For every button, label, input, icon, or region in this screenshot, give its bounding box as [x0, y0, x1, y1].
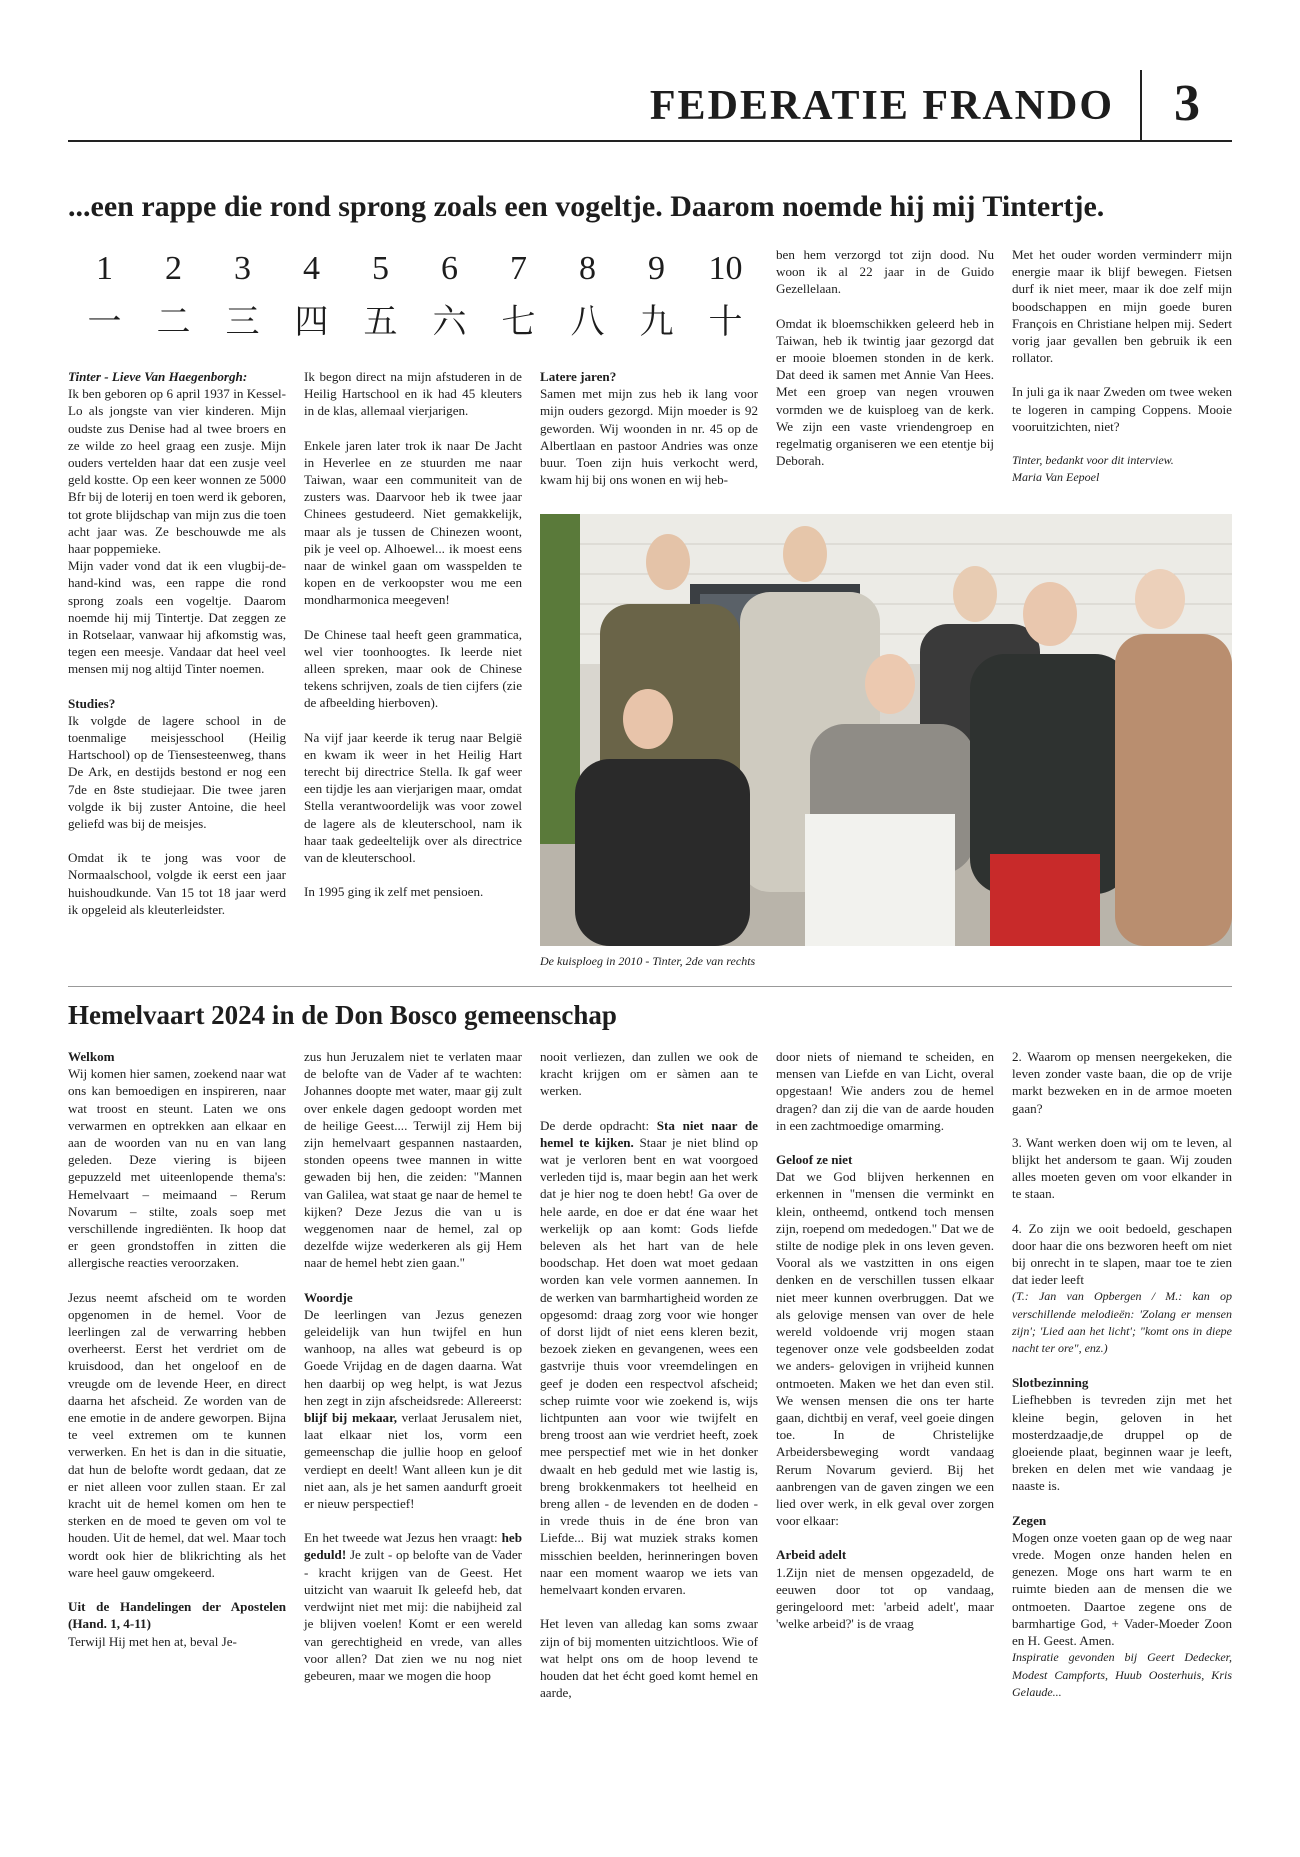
paragraph: Met het ouder worden verminderт mijn energie maar ik blijf bewegen. Fietsen durf ik niet meer, maar ik doe zelf mijn boodschappen en mijn goede buren François en Christiane helpen mij. Sedert vorig jaar gevallen ben gebruik ik een rollator. — [1012, 247, 1232, 366]
subheading: Geloof ze niet — [776, 1152, 853, 1168]
paragraph: Ik volgde de lagere school in de toenmalige meisjesschool (Heilig Hartschool) op de Tiensesteenweg, thans De Ark, en destijds bestond er nog een 7de en 8ste studiejaar. Die twee jaren volgde ik bij zuster Antoine, die heel geliefd was bij de meisjes. — [68, 712, 286, 832]
text-run: De leerlingen van Jezus genezen geleidelijk van hun twijfel en hun wanhoop, na alles wat gebeurd is op Goede Vrijdag en de dagen daarna. Wat hen daarbij op weg helpt, is wat Jezus hen zegt in zijn afscheidsrede: Allereerst: — [304, 1306, 522, 1408]
group-photo — [540, 514, 1232, 946]
article2-column-1 — [68, 1048, 286, 1667]
article1-column-2 — [304, 368, 522, 917]
paragraph: Terwijl Hij met hen at, beval Je- — [68, 1633, 237, 1649]
article2-column-5 — [1012, 1048, 1232, 1701]
paragraph: Liefhebben is tevreden zijn met het kleine begin, geloven in het mosterdzaadje,de druppel op de gloeiende plaat, beginnen waar je leeft, breken en delen met wie vandaag je naaste is. — [1012, 1392, 1232, 1494]
subheading: Woordje — [304, 1289, 353, 1305]
paragraph: In juli ga ik naar Zweden om twee weken te logeren in camping Coppens. Mooie vooruitzichten, niet? — [1012, 384, 1232, 434]
subheading: Studies? — [68, 695, 116, 711]
paragraph — [304, 1306, 522, 1512]
chinese-number: 十 — [708, 302, 743, 342]
emphasis: Sta niet naar de hemel te kijken. — [540, 1117, 758, 1150]
chinese-number: 九 — [639, 302, 674, 342]
arabic-number: 7 — [510, 250, 527, 287]
article-headline: ...een rappe die rond sprong zoals een vogeltje. Daarom noemde hij mij Tintertje. — [68, 190, 1105, 223]
paragraph: Ik ben geboren op 6 april 1937 in Kessel-Lo als jongste van vier kinderen. Mijn oudste zus Denise had al twee broers en ze wilde zo heel graag een zusje. Mijn ouders vertelden haar dat een zusje veel geld kostte. Op een keer wonnen ze 5000 Bfr bij de loterij en toen werd ik geboren, tot grote blijdschap van mijn zus die toen acht jaar was. Ze beschouwde me als haar poppemiekе. — [68, 386, 286, 557]
paragraph: Omdat ik te jong was voor de Normaalschool, volgde ik eerst een jaar huishoudkunde. Van 15 tot 18 jaar werd ik opgeleid als kleuterleidster. — [68, 850, 286, 917]
paragraph: Na vijf jaar keerde ik terug naar België en kwam ik weer in het Heilig Hart terecht bij directrice Stella. Ik gaf weer een tijdje les aan vierjarigen maar, omdat Stella verantwoordelijk was voor zowel de lagere als de kleuterschool, nam ik haar taak gedeeltelijk over als directrice van de kleuterschool. — [304, 729, 522, 866]
subheading: Uit de Handelingen der Apostelen (Hand. 1, 4-11) — [68, 1599, 286, 1632]
arabic-number: 4 — [303, 250, 320, 287]
paragraph: Ik begon direct na mijn afstuderen in de Heilig Hartschool en ik had 45 kleuters in de klas, allemaal vierjarigen. — [304, 369, 522, 419]
article2-column-2 — [304, 1048, 522, 1701]
emphasis: heb geduld! — [304, 1530, 522, 1563]
paragraph: Jezus neemt afscheid om te worden opgenomen in de hemel. Voor de leerlingen zal de verwarring hebben overheerst. Eerst het verdriet om de kruisdood, dan het ongeloof en de vreugde om de levende Heer, en direct daarna het afscheid. Ze worden van de ene emotie in de andere geworpen. Bijna te veel extremen om te kunnen verwerken. En het is dan in die situatie, dat hun de belofte wordt gedaan, dat ze er niet alleen voor zullen staan. Er zal kracht uit de hemel komen om hen te sterken en de moed te geven om vol te houden. Uit de hemel, dat wel. Maar toch wordt ook hier de blikrichting als het ware heel gauw omgekeerd. — [68, 1289, 286, 1580]
paragraph: Het leven van alledag kan soms zwaar zijn of bij momenten uitzichtloos. Wie of wat helpt ons om de hoop levend te houden dat het écht goed komt hemel en aarde, — [540, 1616, 758, 1701]
paragraph: De Chinese taal heeft geen grammatica, wel vier toonhoogtes. Ik leerde niet alleen spreken, maar ook de Chinese tekens schrijven, zoals de tien cijfers (zie de afbeelding hierboven). — [304, 626, 522, 711]
arabic-number: 9 — [648, 250, 665, 287]
text-run: Je zult - op belofte van de Vader - kracht krijgen van de Geest. Het uitzicht van waaruit Ik geleefd heb, dat verdwijnt niet met mij: die nabijheid zal je blijven voelen! Komt er een wereld van gerechtigheid en vrede, van alles voor allen? Dat zien we nu nog niet gebeuren, maar we mogen die hoop — [304, 1547, 522, 1683]
paragraph: Mijn vader vond dat ik een vlugbij-de-hand-kind was, een rappe die rond sprong zoals een vogeltje. Daarom noemde hij mij Tintertje. Dat zeggen ze in Rotselaar, vanwaar hij afkomstig was, tegen een meesje. Vandaar dat heel veel mensen mij nog altijd Tinter noemen. — [68, 558, 286, 677]
text-run: verlaat Jerusalem niet, laat elkaar niet los, vorm een gemeenschap die jullie hoop en geloof verdiept en deelt! Want alleen kun je dit niet aan, als je het samen aandurft groeit er nieuw perspectief! — [304, 1410, 522, 1512]
arabic-number: 3 — [234, 250, 251, 287]
article2-column-3 — [540, 1048, 758, 1718]
arabic-number: 10 — [708, 250, 743, 287]
masthead — [68, 64, 1232, 142]
subheading: Latere jaren? — [540, 369, 617, 384]
paragraph: Mogen onze voeten gaan op de weg naar vrede. Mogen onze handen helen en genezen. Moge ons hart warm te en ruimte bieden aan de mensen die we ontmoeten. Daartoe zegene ons de barmhartige God, + Vader-Moeder Zoon en H. Geest. Amen. — [1012, 1529, 1232, 1649]
paragraph: 2. Waarom op mensen neergekeken, die leven zonder vaste baan, die op de vrije markt bezweken en in de armoe moeten gaan? — [1012, 1049, 1232, 1116]
section-divider — [68, 986, 1232, 987]
arabic-number: 8 — [579, 250, 596, 287]
chinese-number: 六 — [432, 302, 467, 342]
masthead-title: FEDERATIE FRANDO — [649, 83, 1114, 129]
paragraph: door niets of niemand te scheiden, en mensen van Liefde en van Licht, overal opgestaan! Wie anders zou de hemel dragen? dan zij die van de aarde houden in een zachtmoedige omarming. — [776, 1049, 994, 1133]
arabic-number: 6 — [441, 250, 458, 287]
chinese-number: 四 — [294, 302, 329, 342]
paragraph: Dat we God blijven herkennen en erkennen in "mensen die verminkt en klein, ontheemd, ontkend toch mensen zijn, roepend om mededogen." Dat we de stilte de nodige plek in ons leven geven. Vooral als we vastzitten in ons eigen denken en de verschillen tussen elkaar niet meer kunnen overbruggen. Dat we als gelovige mensen van over de hele wereld voldoende vrij mogen staan tegenover onze vele godsbeelden zodat we anders- gelovigen in vrijheid kunnen ontmoeten. Maken we het dan even stil. We wensen mensen die ons ter harte gaan, dichtbij en veraf, veel goeie dingen toe. In de Christelijke Arbeidersbeweging wordt vandaag Rerum Novarum gevierd. Bij het aanbrengen van de gaven zingen we een lied over werk, in elk geval over zorgen voor elkaar: — [776, 1169, 994, 1529]
masthead-divider — [1140, 70, 1142, 142]
paragraph: ben hem verzorgd tot zijn dood. Nu woon ik al 22 jaar in de Guido Gezellelaan. — [776, 247, 994, 297]
photo-caption: De kuisploeg in 2010 - Tinter, 2de van rechts — [540, 954, 756, 968]
arabic-number: 5 — [372, 250, 389, 287]
article2-column-4 — [776, 1048, 994, 1650]
article1-column-4 — [776, 246, 994, 486]
arabic-numbers-row — [70, 250, 760, 288]
subheading: Zegen — [1012, 1512, 1047, 1528]
paragraph: In 1995 ging ik zelf met pensioen. — [304, 884, 484, 900]
song-credit: (T.: Jan van Opbergen / M.: kan op verschillende melodieën: 'Zolang er mensen zijn'; 'Lied aan het licht'; "komt ons in diepe nacht ter ore", enz.) — [1012, 1289, 1232, 1356]
group-photo-illustration — [540, 514, 1232, 946]
article1-column-5 — [1012, 246, 1232, 486]
chinese-number: 三 — [225, 302, 260, 342]
subheading: Slotbezinning — [1012, 1375, 1089, 1391]
inspiration-credit: Inspiratie gevonden bij Geert Dedecker, Modest Campforts, Huub Oosterhuis, Kris Gelaude... — [1012, 1650, 1232, 1699]
page-number: 3 — [1174, 75, 1200, 132]
emphasis: blijf bij mekaar, — [304, 1410, 397, 1426]
text-run: En het tweede wat Jezus hen vraagt: — [304, 1530, 502, 1546]
interview-thanks: Tinter, bedankt voor dit interview. — [1012, 453, 1174, 468]
arabic-number: 1 — [96, 250, 113, 287]
chinese-number: 五 — [363, 302, 398, 342]
interview-author: Maria Van Eepoel — [1012, 470, 1100, 485]
paragraph: Samen met mijn zus heb ik lang voor mijn ouders gezorgd. Mijn moeder is 92 geworden. Wij woonden in nr. 45 op de Albertlaan en pastoor Andries was onze buur. Toen zijn huis verkocht werd, kwam hij bij ons wonen en wij heb- — [540, 386, 758, 488]
chinese-number: 一 — [87, 302, 122, 342]
arabic-number: 2 — [165, 250, 182, 287]
number-chart — [70, 250, 760, 342]
article2-headline: Hemelvaart 2024 in de Don Bosco gemeenschap — [68, 1000, 617, 1030]
paragraph: Enkele jaren later trok ik naar De Jacht in Heverlee en ze stuurden me naar Taiwan, waar een communiteit van de zusters was. Daarvoor heb ik twee jaar Chinees gestudeerd. Niet gemakkelijk, maar als je tussen de Chinezen woont, pik je veel op. Alhoewel... ik moest eens naar de winkel gaan om wasspelden te kopen en de verkoopster wou me een mondharmonica meegeven! — [304, 437, 522, 608]
article1-column-1 — [68, 368, 286, 935]
subheading: Welkom — [68, 1049, 115, 1064]
paragraph: Wij komen hier samen, zoekend naar wat ons kan bemoedigen en inspireren, naar wat troost en steunt. Laten we ons verwarmen en optrekken aan elkaar en aan de woorden van nu en van lang geleden. Deze viering is bijeen gepuzzeld met uiteenlopende thema's: Hemelvaart – meimaand – Rerum Novarum – stilte, zoals soep met verschillende ingrediënten. Ik hoop dat er geen grondstoffen in zitten die allergische reacties veroorzaken. — [68, 1066, 286, 1271]
text-run: Staar je niet blind op wat je verloren bent en wat voorgoed verleden tijd is, maar begin aan het werk dat je hier nog te doen hebt! Ga over de hele aarde, en doe er dat éne waar het werkelijk op aan komt: Gods liefde beleven als het hart van de hele boodschap. Het doen wat moet gedaan worden kan vele vormen aannemen. In de werken van barmhartigheid worden ze opgesomd: draag zorg voor wie honger of dorst lijdt of niet eens kleren bezit, bezoek zieken en gevangenen, wees een gastvrije thuis voor vreemdelingen en geef je doden een respectvol afscheid; schep ruimte voor wie zoekend is, wijs lichtpunten aan voor wie twijfelt en breng troost aan wie verdriet heeft, zoek mee perspectief met wie in het donker dwaalt en heb geduld met wie lastig is, breng brokkenmakers tot heelheid en breng allen - de levenden en de doden - in vrede thuis in de éne bron van Liefde... Bij wat muziek straks komen misschien beelden, herinneringen boven naar een moment waarop we iets van hemelvaart konden ervaren. — [540, 1134, 758, 1598]
chinese-number: 二 — [156, 302, 191, 342]
paragraph: zus hun Jeruzalem niet te verlaten maar de belofte van de Vader af te wachten: Johannes doopte met water, maar gij zult over enkele dagen gedoopt worden met de heilige Geest.... Terwijl zij Hem bij zijn hemelvaart gespannen nastaarden, stonden opeens twee mannen in witte gewaden bij hen, die zeiden: "Mannen van Galilea, wat staat ge naar de hemel te kijken? Deze Jezus die van u is weggenomen naar de hemel, zal op dezelfde wijze wederkeren als gij Hem naar de hemel hebt zien gaan." — [304, 1049, 522, 1271]
paragraph — [540, 1117, 758, 1599]
subheading: Arbeid adelt — [776, 1547, 847, 1563]
paragraph: nooit verliezen, dan zullen we ook de kracht krijgen om er sàmen aan te werken. — [540, 1049, 758, 1099]
paragraph: 1.Zijn niet de mensen opgezadeld, de eeuwen door tot op vandaag, geringeloord met: 'arbeid adelt', maar 'welke arbeid?' is de vraag — [776, 1564, 994, 1632]
chinese-number: 八 — [570, 302, 605, 342]
paragraph: 3. Want werken doen wij om te leven, al blijkt het andersom te gaan. Wij zouden alles moeten geven om voor elkander in te staan. — [1012, 1134, 1232, 1202]
paragraph — [304, 1529, 522, 1684]
chinese-numbers-row — [70, 288, 760, 343]
text-run: De derde opdracht: — [540, 1117, 657, 1133]
article1-column-3 — [540, 368, 758, 505]
byline: Tinter - Lieve Van Haegenborgh: — [68, 369, 248, 384]
paragraph: Omdat ik bloemschikken geleerd heb in Taiwan, heb ik twintig jaar gezorgd dat er mooie bloemen stonden in de kerk. Dat deed ik samen met Annie Van Hees. Met een groep van negen vrouwen vormden we de kuisploeg van de kerk. We zijn een vaste vriendengroep en regelmatig organiseren we een etentje bij Deborah. — [776, 315, 994, 469]
chinese-number: 七 — [501, 302, 536, 342]
paragraph: 4. Zo zijn we ooit bedoeld, geschapen door haar die ons bezworen heeft om niet bij onrecht in te slapen, maar toe te zien dat ieder leeft — [1012, 1220, 1232, 1288]
